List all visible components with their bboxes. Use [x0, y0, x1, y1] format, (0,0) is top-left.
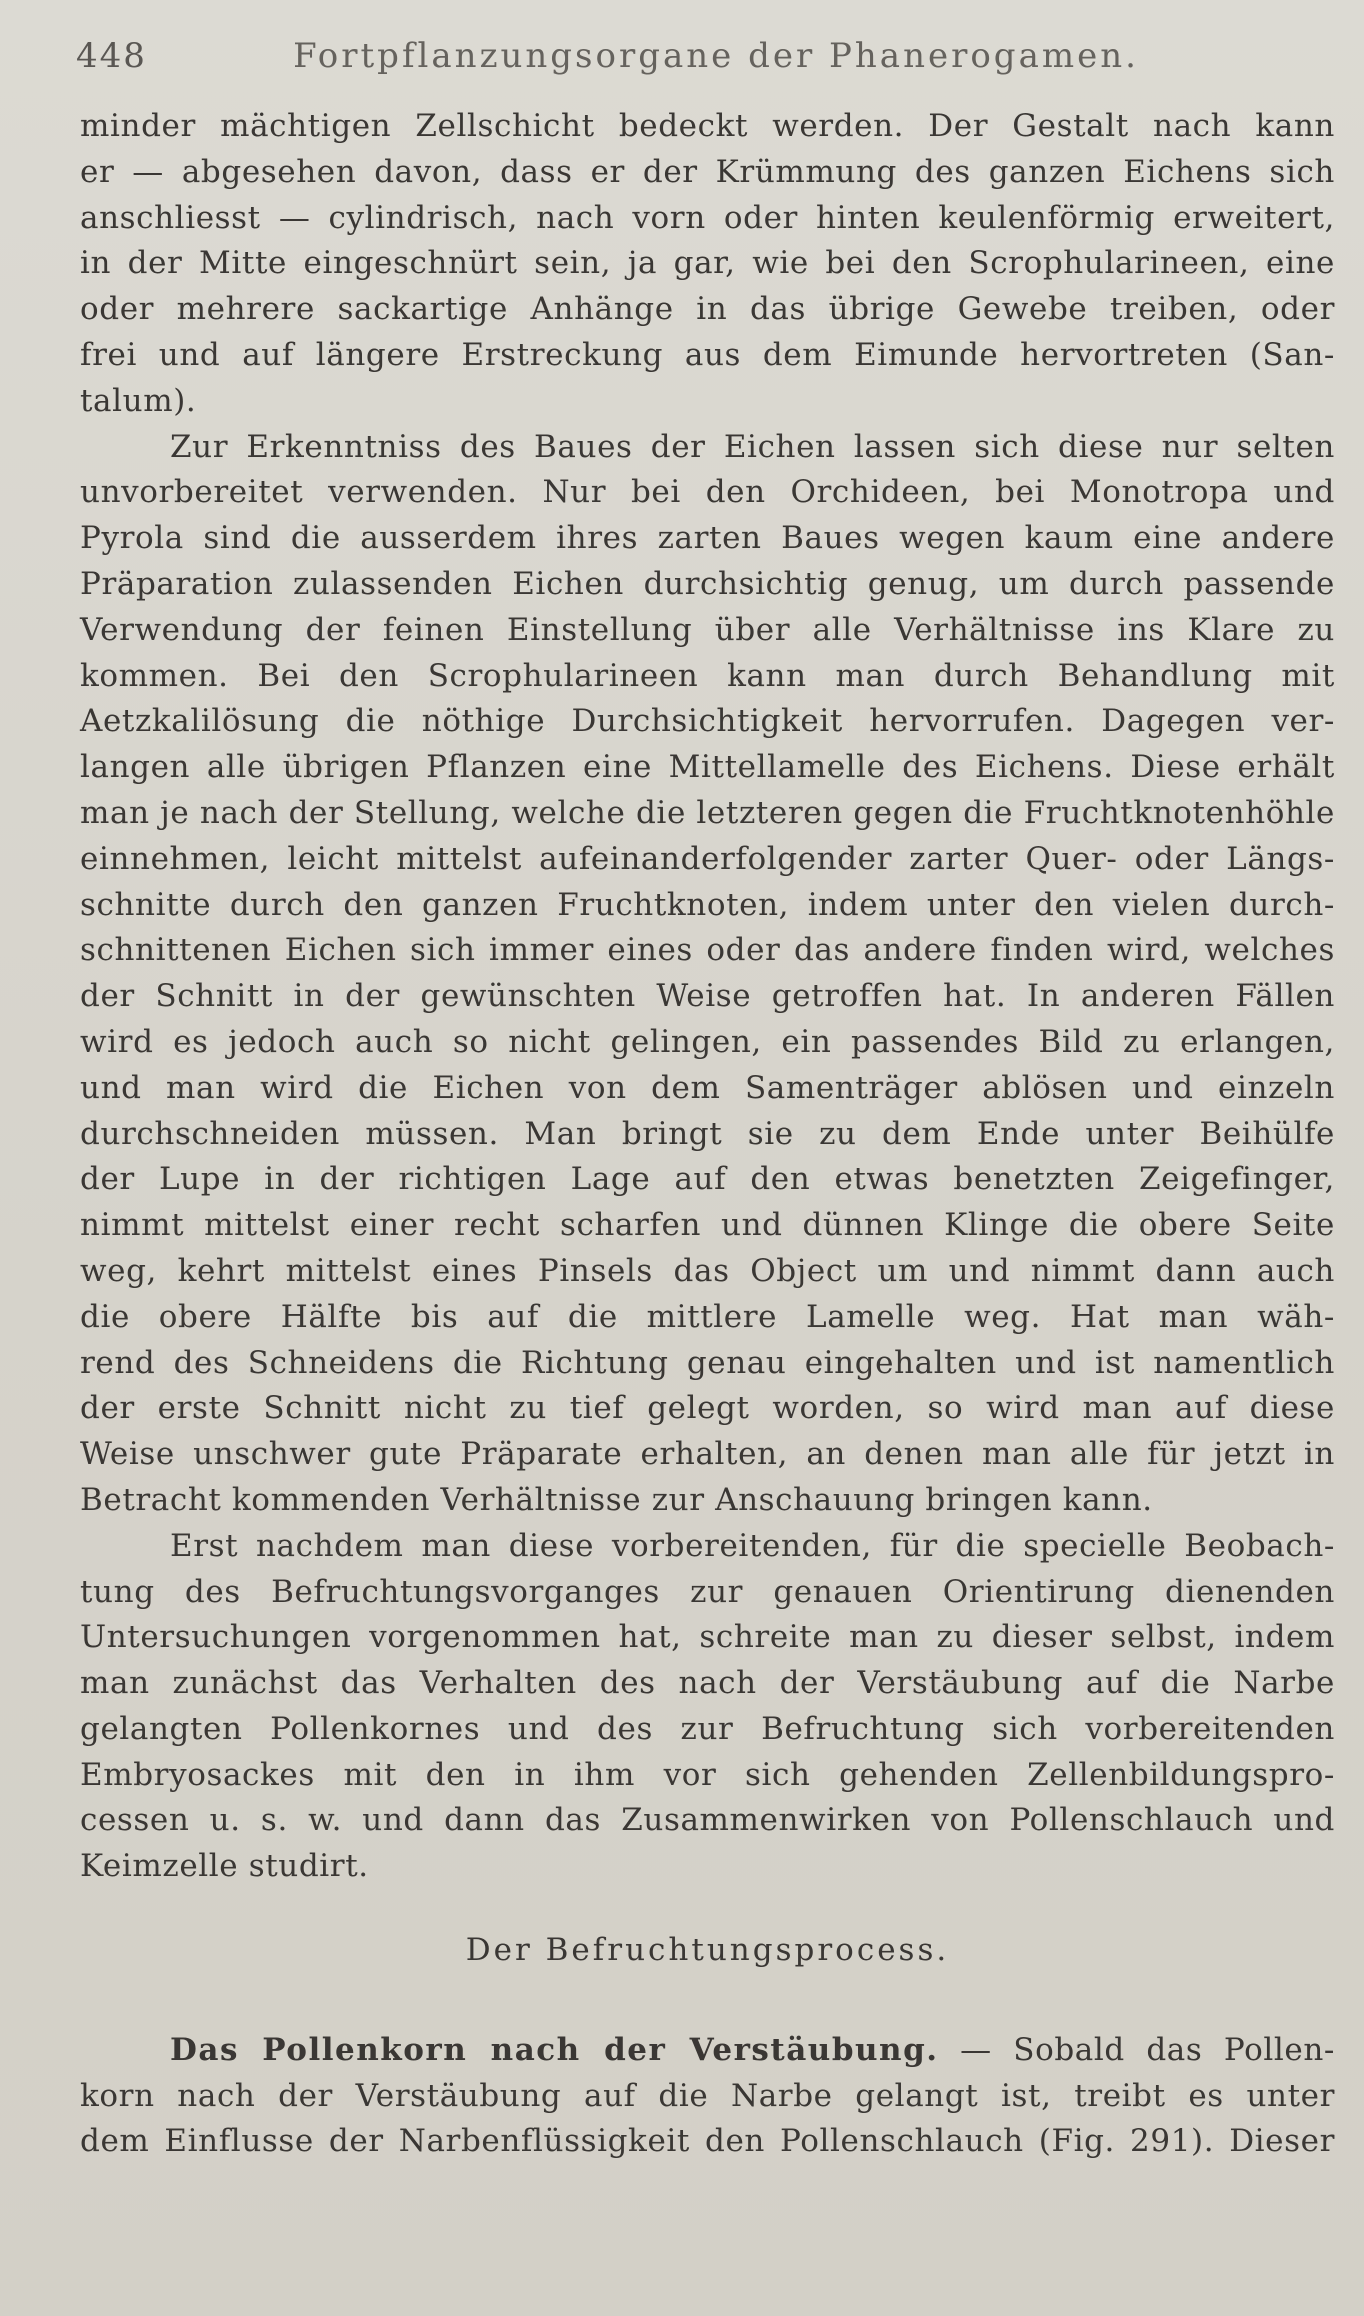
text-line: tung des Befruchtungsvorganges zur genauen Orientirung dienenden [80, 1573, 1335, 1610]
text-line: nimmt mittelst einer recht scharfen und dünnen Klinge die obere Seite [80, 1207, 1335, 1244]
text-line: dem Einflusse der Narbenflüssigkeit den Pollenschlauch (Fig. 291). Dieser [80, 2123, 1335, 2160]
paragraph-3 [80, 1524, 1335, 1890]
body-text [80, 104, 1335, 2165]
text-line: der erste Schnitt nicht zu tief gelegt worden, so wird man auf diese [80, 1390, 1335, 1427]
text-line: man zunächst das Verhalten des nach der Verstäubung auf die Narbe [80, 1665, 1335, 1702]
text-line: kommen. Bei den Scrophularineen kann man durch Behandlung mit [80, 657, 1335, 694]
text-line: langen alle übrigen Pflanzen eine Mittellamelle des Eichens. Diese erhält [80, 749, 1335, 786]
text-line: rend des Schneidens die Richtung genau eingehalten und ist namentlich [80, 1344, 1335, 1381]
text-line: wird es jedoch auch so nicht gelingen, ein passendes Bild zu erlangen, [80, 1023, 1335, 1060]
page-number: 448 [76, 36, 147, 76]
running-title: Fortpflanzungsorgane der Phanerogamen. [293, 36, 1139, 76]
text-line: die obere Hälfte bis auf die mittlere Lamelle weg. Hat man wäh- [80, 1298, 1335, 1335]
text-line: anschliesst — cylindrisch, nach vorn oder hinten keulenförmig erweitert, [80, 199, 1335, 236]
text-line: Betracht kommenden Verhältnisse zur Anschauung bringen kann. [80, 1481, 1153, 1518]
text-line: einnehmen, leicht mittelst aufeinanderfolgender zarter Quer- oder Längs- [80, 840, 1335, 877]
text-line: frei und auf längere Erstreckung aus dem Eimunde hervortreten (San- [80, 336, 1335, 373]
paragraph-1 [80, 104, 1335, 425]
text-line: durchschneiden müssen. Man bringt sie zu dem Ende unter Beihülfe [80, 1115, 1335, 1152]
text-line: in der Mitte eingeschnürt sein, ja gar, wie bei den Scrophularineen, eine [80, 245, 1335, 282]
text-line: Keimzelle studirt. [80, 1848, 369, 1885]
text-line: Zur Erkenntniss des Baues der Eichen lassen sich diese nur selten [170, 428, 1335, 465]
text-line: der Schnitt in der gewünschten Weise getroffen hat. In anderen Fällen [80, 978, 1335, 1015]
text-line: gelangten Pollenkornes und des zur Befruchtung sich vorbereitenden [80, 1710, 1335, 1747]
text-line: und man wird die Eichen von dem Samenträger ablösen und einzeln [80, 1069, 1335, 1106]
text-line: minder mächtigen Zellschicht bedeckt werden. Der Gestalt nach kann [80, 108, 1335, 144]
text-line: er — abgesehen davon, dass er der Krümmung des ganzen Eichens sich [80, 153, 1335, 190]
text-line: talum). [80, 382, 197, 419]
paragraph-4 [80, 2028, 1335, 2165]
text-line: oder mehrere sackartige Anhänge in das übrige Gewebe treiben, oder [80, 291, 1335, 328]
text-line: Embryosackes mit den in ihm vor sich gehenden Zellenbildungspro- [80, 1756, 1335, 1793]
text-line: der Lupe in der richtigen Lage auf den etwas benetzten Zeigefinger, [80, 1161, 1335, 1198]
text-line [80, 2028, 1335, 2074]
text-line: schnitte durch den ganzen Fruchtknoten, indem unter den vielen durch- [80, 886, 1335, 923]
text-line: Weise unschwer gute Präparate erhalten, an denen man alle für jetzt in [80, 1436, 1335, 1473]
text-line: Verwendung der feinen Einstellung über alle Verhältnisse ins Klare zu [80, 611, 1335, 648]
text-line: Untersuchungen vorgenommen hat, schreite man zu dieser selbst, indem [80, 1619, 1335, 1656]
text-line: korn nach der Verstäubung auf die Narbe gelangt ist, treibt es unter [80, 2077, 1335, 2114]
text-line: weg, kehrt mittelst eines Pinsels das Object um und nimmt dann auch [80, 1252, 1335, 1289]
section-heading: Der Befruchtungsprocess. [465, 1932, 950, 1969]
text-line: Pyrola sind die ausserdem ihres zarten Baues wegen kaum eine andere [80, 520, 1335, 557]
text-line: unvorbereitet verwenden. Nur bei den Orchideen, bei Monotropa und [80, 474, 1335, 511]
run-in-heading: Das Pollenkorn nach der Verstäubung. [170, 2031, 939, 2068]
text-line: cessen u. s. w. und dann das Zusammenwirken von Pollenschlauch und [80, 1802, 1335, 1839]
text-line: Erst nachdem man diese vorbereitenden, für die specielle Beobach- [170, 1527, 1335, 1564]
paragraph-2 [80, 425, 1335, 1524]
text-line: man je nach der Stellung, welche die letzteren gegen die Fruchtknotenhöhle [80, 794, 1335, 831]
text-line: schnittenen Eichen sich immer eines oder das andere finden wird, welches [80, 932, 1335, 969]
page-header [66, 36, 1306, 80]
text-run: — Sobald das Pollen- [938, 2031, 1335, 2068]
text-line: Aetzkalilösung die nöthige Durchsichtigkeit hervorrufen. Dagegen ver- [80, 703, 1335, 740]
text-line: Präparation zulassenden Eichen durchsichtig genug, um durch passende [80, 565, 1335, 602]
